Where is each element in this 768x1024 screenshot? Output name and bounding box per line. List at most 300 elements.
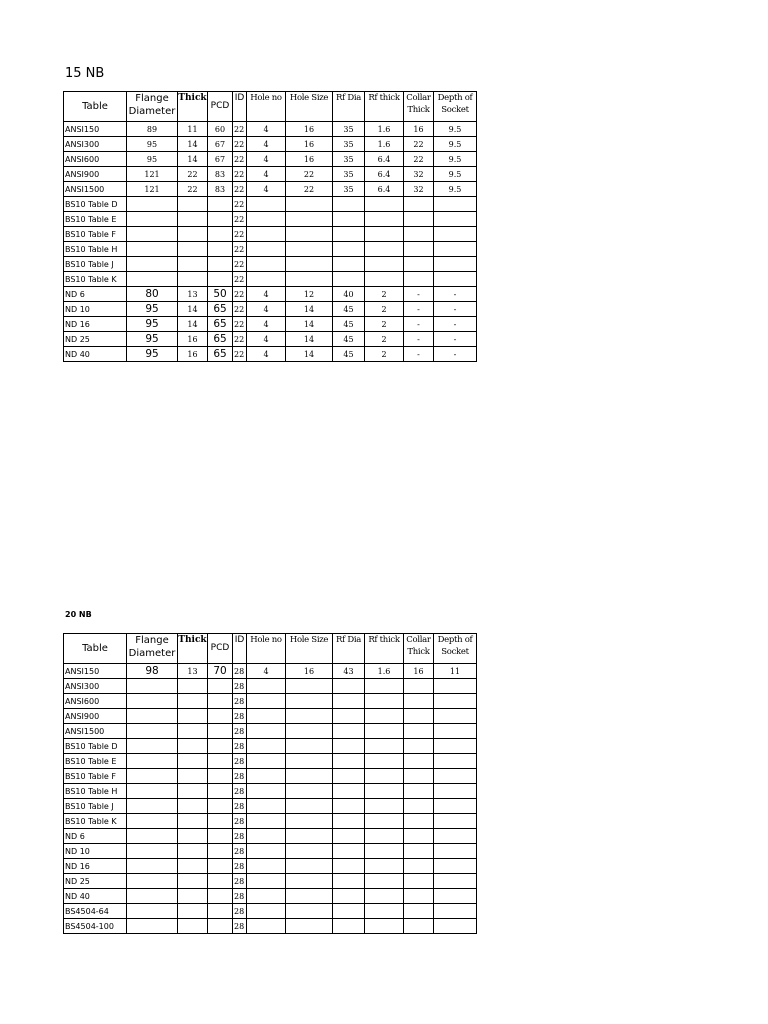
value-cell — [434, 829, 477, 844]
table-row — [64, 122, 477, 137]
row-label-cell: BS10 Table H — [64, 784, 127, 799]
value-cell: 80 — [127, 287, 178, 302]
row-label-cell: ANSI600 — [64, 152, 127, 167]
value-cell — [127, 814, 178, 829]
row-label-cell: ANSI150 — [64, 122, 127, 137]
value-cell — [208, 197, 233, 212]
value-cell: 22 — [404, 137, 434, 152]
value-cell — [286, 754, 333, 769]
value-cell — [365, 242, 404, 257]
value-cell: 65 — [208, 302, 233, 317]
value-cell — [286, 904, 333, 919]
value-cell — [178, 197, 208, 212]
table-row — [64, 784, 477, 799]
value-cell — [247, 257, 286, 272]
value-cell: 95 — [127, 332, 178, 347]
value-cell — [127, 212, 178, 227]
table-row — [64, 227, 477, 242]
table-row — [64, 679, 477, 694]
value-cell: 121 — [127, 167, 178, 182]
value-cell — [178, 212, 208, 227]
value-cell — [404, 814, 434, 829]
value-cell: 32 — [404, 167, 434, 182]
value-cell: 14 — [286, 332, 333, 347]
value-cell — [333, 227, 365, 242]
value-cell — [178, 769, 208, 784]
value-cell — [404, 754, 434, 769]
table-row — [64, 242, 477, 257]
value-cell: 14 — [286, 347, 333, 362]
value-cell: 28 — [233, 769, 247, 784]
value-cell — [333, 212, 365, 227]
value-cell — [434, 227, 477, 242]
value-cell — [365, 227, 404, 242]
value-cell — [127, 242, 178, 257]
value-cell — [434, 724, 477, 739]
value-cell — [434, 709, 477, 724]
value-cell: 28 — [233, 859, 247, 874]
value-cell — [286, 694, 333, 709]
value-cell: - — [434, 317, 477, 332]
value-cell — [247, 889, 286, 904]
value-cell — [247, 784, 286, 799]
value-cell: 95 — [127, 347, 178, 362]
value-cell — [286, 769, 333, 784]
value-cell: 4 — [247, 664, 286, 679]
value-cell: 28 — [233, 889, 247, 904]
value-cell — [404, 257, 434, 272]
value-cell — [178, 889, 208, 904]
value-cell: 28 — [233, 724, 247, 739]
value-cell: 95 — [127, 137, 178, 152]
header-hole-no: Hole no — [247, 92, 286, 122]
value-cell — [333, 694, 365, 709]
row-label-cell: BS10 Table F — [64, 769, 127, 784]
value-cell — [127, 679, 178, 694]
value-cell — [178, 739, 208, 754]
value-cell — [333, 919, 365, 934]
value-cell: 4 — [247, 167, 286, 182]
value-cell — [404, 242, 434, 257]
value-cell: 98 — [127, 664, 178, 679]
header-flange-diameter: Flange Diameter — [127, 92, 178, 122]
value-cell — [434, 257, 477, 272]
row-label-cell: BS10 Table J — [64, 799, 127, 814]
value-cell: 22 — [233, 212, 247, 227]
row-label-cell: ND 40 — [64, 347, 127, 362]
row-label-cell: ANSI300 — [64, 679, 127, 694]
value-cell — [286, 709, 333, 724]
header-hole-size: Hole Size — [286, 634, 333, 664]
value-cell — [286, 227, 333, 242]
table-row — [64, 317, 477, 332]
value-cell: 16 — [178, 332, 208, 347]
value-cell: 1.6 — [365, 664, 404, 679]
value-cell — [286, 739, 333, 754]
value-cell — [127, 799, 178, 814]
value-cell: 28 — [233, 799, 247, 814]
value-cell — [333, 679, 365, 694]
value-cell — [208, 739, 233, 754]
value-cell — [333, 859, 365, 874]
value-cell — [208, 799, 233, 814]
value-cell — [208, 212, 233, 227]
value-cell — [178, 904, 208, 919]
value-cell — [127, 227, 178, 242]
value-cell: 22 — [233, 272, 247, 287]
table-row — [64, 754, 477, 769]
value-cell: 4 — [247, 317, 286, 332]
value-cell — [365, 844, 404, 859]
value-cell — [178, 242, 208, 257]
header-id: ID — [233, 634, 247, 664]
value-cell — [404, 904, 434, 919]
value-cell — [365, 814, 404, 829]
value-cell — [404, 739, 434, 754]
header-pcd: PCD — [208, 634, 233, 664]
value-cell: 16 — [404, 122, 434, 137]
flange-table-20nb — [63, 633, 477, 934]
value-cell: 13 — [178, 287, 208, 302]
value-cell — [247, 769, 286, 784]
value-cell: 28 — [233, 694, 247, 709]
value-cell — [247, 859, 286, 874]
value-cell — [247, 709, 286, 724]
value-cell: 22 — [233, 317, 247, 332]
row-label-cell: ND 10 — [64, 844, 127, 859]
table-row — [64, 739, 477, 754]
row-label-cell: BS10 Table F — [64, 227, 127, 242]
value-cell — [365, 769, 404, 784]
value-cell — [178, 272, 208, 287]
table-row — [64, 197, 477, 212]
table-row — [64, 724, 477, 739]
value-cell: 28 — [233, 679, 247, 694]
value-cell: 28 — [233, 844, 247, 859]
value-cell — [365, 874, 404, 889]
value-cell: 22 — [233, 137, 247, 152]
value-cell: 22 — [178, 182, 208, 197]
value-cell: 22 — [233, 302, 247, 317]
table-row — [64, 347, 477, 362]
value-cell — [365, 272, 404, 287]
row-label-cell: BS10 Table K — [64, 272, 127, 287]
value-cell: 2 — [365, 347, 404, 362]
row-label-cell: ANSI600 — [64, 694, 127, 709]
row-label-cell: BS10 Table H — [64, 242, 127, 257]
value-cell — [178, 844, 208, 859]
header-rf-thick: Rf thick — [365, 634, 404, 664]
value-cell — [333, 874, 365, 889]
value-cell — [365, 754, 404, 769]
row-label-cell: BS10 Table D — [64, 197, 127, 212]
value-cell: 2 — [365, 332, 404, 347]
value-cell — [333, 829, 365, 844]
value-cell — [178, 724, 208, 739]
value-cell — [404, 874, 434, 889]
value-cell: 65 — [208, 332, 233, 347]
value-cell — [434, 784, 477, 799]
value-cell — [127, 919, 178, 934]
value-cell: 4 — [247, 347, 286, 362]
row-label-cell: ANSI1500 — [64, 182, 127, 197]
value-cell: 16 — [286, 122, 333, 137]
value-cell — [404, 769, 434, 784]
value-cell — [434, 754, 477, 769]
value-cell — [247, 874, 286, 889]
value-cell: 65 — [208, 347, 233, 362]
value-cell — [434, 242, 477, 257]
section-title-15nb: 15 NB — [65, 66, 105, 81]
value-cell — [208, 829, 233, 844]
value-cell — [333, 769, 365, 784]
value-cell: 89 — [127, 122, 178, 137]
value-cell — [333, 904, 365, 919]
value-cell: 16 — [404, 664, 434, 679]
value-cell: 4 — [247, 137, 286, 152]
value-cell — [365, 919, 404, 934]
value-cell: 14 — [286, 302, 333, 317]
value-cell: 22 — [233, 257, 247, 272]
value-cell: 14 — [178, 152, 208, 167]
value-cell — [333, 784, 365, 799]
value-cell — [404, 694, 434, 709]
value-cell — [208, 859, 233, 874]
table-row — [64, 182, 477, 197]
value-cell — [434, 769, 477, 784]
table-row — [64, 332, 477, 347]
value-cell: 4 — [247, 287, 286, 302]
value-cell — [333, 197, 365, 212]
value-cell: 14 — [286, 317, 333, 332]
row-label-cell: ANSI150 — [64, 664, 127, 679]
value-cell: - — [404, 317, 434, 332]
value-cell — [208, 904, 233, 919]
row-label-cell: BS10 Table D — [64, 739, 127, 754]
value-cell — [247, 919, 286, 934]
value-cell: 1.6 — [365, 137, 404, 152]
row-label-cell: ND 16 — [64, 317, 127, 332]
value-cell — [434, 889, 477, 904]
value-cell — [434, 919, 477, 934]
value-cell: 22 — [233, 122, 247, 137]
row-label-cell: BS10 Table K — [64, 814, 127, 829]
value-cell: 16 — [286, 664, 333, 679]
value-cell — [434, 272, 477, 287]
value-cell — [247, 904, 286, 919]
value-cell — [208, 889, 233, 904]
header-table: Table — [64, 92, 127, 122]
value-cell: 40 — [333, 287, 365, 302]
value-cell — [404, 844, 434, 859]
header-id: ID — [233, 92, 247, 122]
value-cell — [178, 814, 208, 829]
table-row — [64, 859, 477, 874]
value-cell — [178, 754, 208, 769]
table-row — [64, 904, 477, 919]
header-collar-thick: Collar Thick — [404, 634, 434, 664]
value-cell — [208, 769, 233, 784]
value-cell — [404, 919, 434, 934]
row-label-cell: ANSI900 — [64, 709, 127, 724]
row-label-cell: ANSI900 — [64, 167, 127, 182]
value-cell — [404, 799, 434, 814]
value-cell: 28 — [233, 739, 247, 754]
value-cell — [286, 799, 333, 814]
value-cell — [434, 694, 477, 709]
value-cell — [178, 799, 208, 814]
value-cell — [333, 814, 365, 829]
value-cell — [247, 829, 286, 844]
value-cell: 13 — [178, 664, 208, 679]
value-cell: 35 — [333, 167, 365, 182]
table-row — [64, 272, 477, 287]
value-cell — [286, 814, 333, 829]
value-cell: 4 — [247, 332, 286, 347]
value-cell — [208, 919, 233, 934]
row-label-cell: ND 16 — [64, 859, 127, 874]
value-cell: 22 — [233, 347, 247, 362]
value-cell — [286, 679, 333, 694]
value-cell — [208, 874, 233, 889]
row-label-cell: ND 6 — [64, 287, 127, 302]
value-cell — [286, 784, 333, 799]
value-cell — [404, 859, 434, 874]
header-pcd: PCD — [208, 92, 233, 122]
value-cell: 45 — [333, 347, 365, 362]
value-cell — [286, 919, 333, 934]
value-cell — [286, 844, 333, 859]
value-cell: - — [434, 332, 477, 347]
value-cell — [333, 242, 365, 257]
value-cell — [434, 814, 477, 829]
value-cell: 16 — [286, 137, 333, 152]
header-hole-size: Hole Size — [286, 92, 333, 122]
value-cell — [286, 212, 333, 227]
value-cell — [127, 829, 178, 844]
value-cell: 22 — [286, 182, 333, 197]
table-row — [64, 212, 477, 227]
value-cell — [286, 889, 333, 904]
header-row — [64, 92, 477, 122]
value-cell: 22 — [233, 287, 247, 302]
value-cell: 9.5 — [434, 152, 477, 167]
value-cell: 65 — [208, 317, 233, 332]
value-cell: 22 — [233, 152, 247, 167]
row-label-cell: ND 25 — [64, 874, 127, 889]
value-cell: 22 — [233, 332, 247, 347]
table-row — [64, 152, 477, 167]
value-cell — [333, 272, 365, 287]
value-cell — [178, 227, 208, 242]
table-row — [64, 844, 477, 859]
value-cell — [404, 709, 434, 724]
value-cell — [404, 197, 434, 212]
value-cell — [247, 844, 286, 859]
value-cell — [333, 709, 365, 724]
value-cell — [333, 799, 365, 814]
row-label-cell: BS10 Table E — [64, 754, 127, 769]
header-row — [64, 634, 477, 664]
value-cell — [208, 679, 233, 694]
value-cell: - — [404, 302, 434, 317]
value-cell — [178, 874, 208, 889]
value-cell: 35 — [333, 137, 365, 152]
value-cell — [178, 709, 208, 724]
value-cell — [434, 679, 477, 694]
value-cell: 22 — [233, 242, 247, 257]
header-thick: Thick — [178, 92, 208, 122]
value-cell: 45 — [333, 332, 365, 347]
value-cell — [178, 859, 208, 874]
value-cell: 4 — [247, 122, 286, 137]
value-cell — [365, 257, 404, 272]
value-cell: 95 — [127, 152, 178, 167]
value-cell — [247, 724, 286, 739]
value-cell — [208, 694, 233, 709]
value-cell — [404, 829, 434, 844]
value-cell — [434, 212, 477, 227]
value-cell — [208, 754, 233, 769]
value-cell: 14 — [178, 137, 208, 152]
row-label-cell: BS4504-64 — [64, 904, 127, 919]
value-cell — [365, 889, 404, 904]
value-cell — [208, 784, 233, 799]
header-rf-dia: Rf Dia — [333, 634, 365, 664]
value-cell: 28 — [233, 919, 247, 934]
value-cell: 28 — [233, 784, 247, 799]
value-cell — [247, 197, 286, 212]
value-cell: 6.4 — [365, 182, 404, 197]
value-cell: 4 — [247, 182, 286, 197]
value-cell — [127, 904, 178, 919]
value-cell: 22 — [233, 197, 247, 212]
table-row — [64, 287, 477, 302]
value-cell: 9.5 — [434, 137, 477, 152]
value-cell — [127, 754, 178, 769]
table-body — [64, 664, 477, 934]
value-cell: 95 — [127, 302, 178, 317]
value-cell: - — [434, 302, 477, 317]
value-cell: - — [404, 332, 434, 347]
value-cell — [247, 739, 286, 754]
table-row — [64, 769, 477, 784]
value-cell — [365, 784, 404, 799]
value-cell — [127, 709, 178, 724]
value-cell — [286, 859, 333, 874]
value-cell: 2 — [365, 317, 404, 332]
table-row — [64, 167, 477, 182]
table-row — [64, 137, 477, 152]
value-cell — [247, 799, 286, 814]
table-row — [64, 709, 477, 724]
value-cell — [434, 739, 477, 754]
value-cell — [434, 844, 477, 859]
value-cell: 11 — [178, 122, 208, 137]
value-cell — [127, 769, 178, 784]
row-label-cell: ND 40 — [64, 889, 127, 904]
value-cell — [365, 694, 404, 709]
header-table: Table — [64, 634, 127, 664]
value-cell: 45 — [333, 302, 365, 317]
value-cell: 22 — [404, 152, 434, 167]
value-cell: 2 — [365, 287, 404, 302]
value-cell — [247, 694, 286, 709]
value-cell — [127, 889, 178, 904]
table-row — [64, 814, 477, 829]
value-cell — [127, 859, 178, 874]
value-cell — [404, 227, 434, 242]
